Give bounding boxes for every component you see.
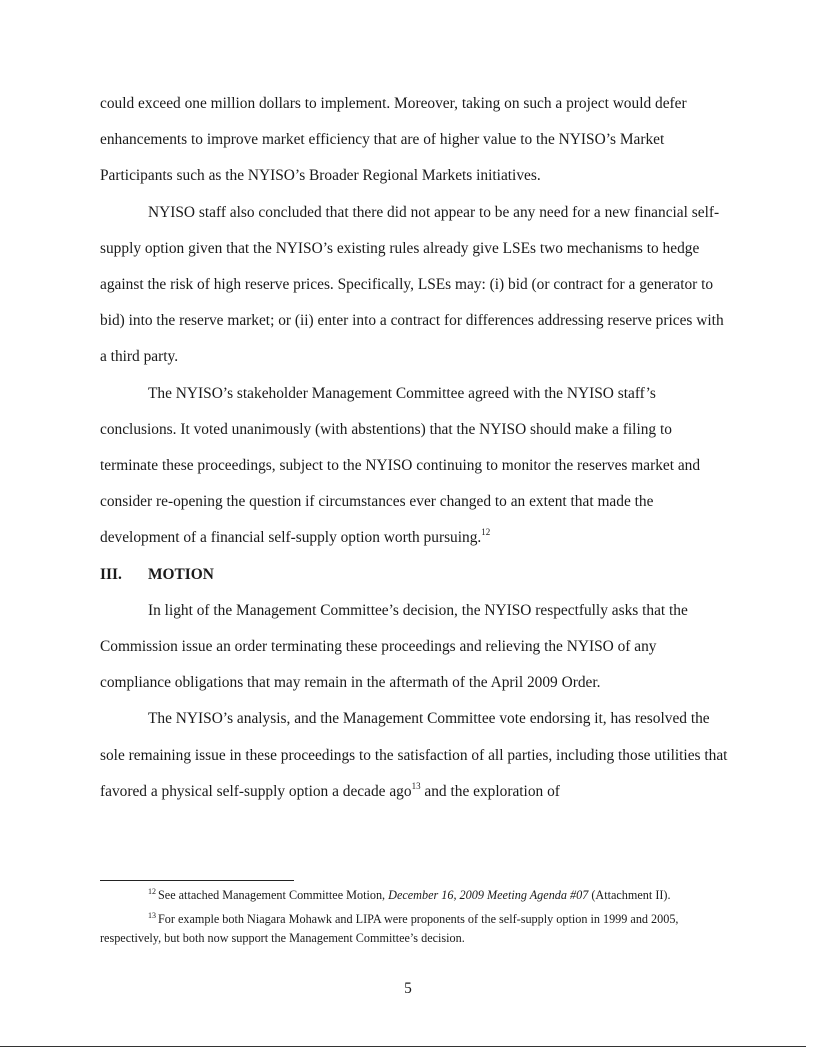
body-text: [100, 86, 730, 810]
footnote-reference: 12: [481, 527, 491, 538]
paragraph-text: could exceed one million dollars to implement. Moreover, taking on such a project would defer enhancements to improve market efficiency that are of higher value to the NYISO’s Market Participants such as the NYISO’s Broader Regional Markets initiatives.: [100, 95, 687, 185]
section-title: MOTION: [148, 565, 214, 583]
footnote: [100, 910, 730, 948]
footnote-text: See attached Management Committee Motion,: [158, 888, 389, 902]
paragraph-text: In light of the Management Committee’s decision, the NYISO respectfully asks that the Commission issue an order terminating these proceedings and relieving the NYISO of any compliance obligations that may remain in the aftermath of the April 2009 Order.: [100, 601, 688, 692]
footnote-text: For example both Niagara Mohawk and LIPA were proponents of the self-supply option in 1999 and 2005, respectively, but both now support the Management Committee’s decision.: [100, 912, 679, 945]
footnotes: [100, 886, 730, 953]
page-number: 5: [404, 980, 412, 997]
footnote-reference: 13: [411, 780, 421, 791]
paragraph-text: The NYISO’s stakeholder Management Committee agreed with the NYISO staff’s conclusions. It voted unanimously (with abstentions) that the NYISO should make a filing to terminate these proceedings, subject to the NYISO continuing to monitor the reserves market and consider re-opening the question if circumstances ever changed to an extent that made the development of a financial self-supply option worth pursuing.: [100, 384, 701, 547]
footnote-italic-text: December 16, 2009 Meeting Agenda #07: [388, 888, 589, 902]
paragraph: [100, 593, 730, 702]
bottom-border-line: [0, 1046, 806, 1047]
footnote-separator: [100, 880, 294, 881]
paragraph: [100, 86, 730, 195]
footnote-number: 13: [148, 911, 156, 920]
paragraph-text: The NYISO’s analysis, and the Management Committee vote endorsing it, has resolved the sole remaining issue in these proceedings to the satisfaction of all parties, including those utilities that favored a physical self-supply option a decade ago: [100, 710, 728, 800]
paragraph: [100, 701, 730, 810]
paragraph-text: NYISO staff also concluded that there did not appear to be any need for a new financial self-supply option given that the NYISO’s existing rules already give LSEs two mechanisms to hedge against the risk of high reserve prices. Specifically, LSEs may: (i) bid (or contract for a generator to bid) into the reserve market; or (ii) enter into a contract for differences addressing reserve prices with a third party.: [100, 203, 724, 366]
section-number: III.: [100, 565, 122, 583]
section-heading: [100, 557, 730, 593]
paragraph: [100, 376, 730, 557]
paragraph: [100, 195, 730, 376]
paragraph-text: and the exploration of: [420, 782, 560, 800]
footnote-number: 12: [148, 887, 156, 896]
footnote-text: (Attachment II).: [588, 888, 671, 902]
footnote: [100, 886, 730, 905]
